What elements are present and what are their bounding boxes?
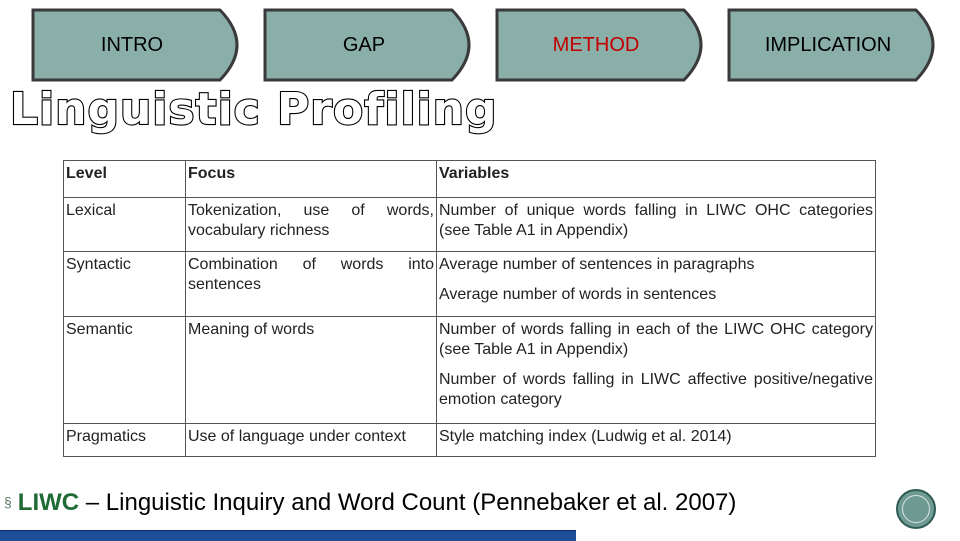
cell-variables: [437, 198, 876, 252]
nav-tab-implication[interactable]: [726, 7, 952, 83]
cell-focus: Use of language under context: [186, 424, 437, 457]
footnote: [4, 489, 736, 517]
tab-label: IMPLICATION: [764, 33, 892, 56]
seal-logo-icon: [896, 489, 936, 529]
cell-focus: Meaning of words: [186, 317, 437, 424]
cell-level: Lexical: [64, 198, 186, 252]
tab-label: INTRO: [100, 33, 164, 56]
cell-variables: [437, 252, 876, 317]
table-row: [64, 198, 876, 252]
header-level: Level: [64, 161, 186, 198]
variable-item: Style matching index (Ludwig et al. 2014): [439, 428, 732, 445]
cell-focus: Combination of words into sentences: [186, 252, 437, 317]
variable-item: Average number of words in sentences: [439, 286, 717, 303]
bottom-bar: [0, 530, 576, 541]
cell-focus: Tokenization, use of words, vocabulary richness: [186, 198, 437, 252]
table-row: [64, 252, 876, 317]
table-row: [64, 317, 876, 424]
nav-tab-method[interactable]: [494, 7, 720, 83]
cell-variables: [437, 424, 876, 457]
variable-item: Average number of sentences in paragraphs: [439, 256, 755, 273]
cell-variables: [437, 317, 876, 424]
variable-item: Number of unique words falling in LIWC OHC categories (see Table A1 in Appendix): [439, 202, 873, 239]
variable-item: Number of words falling in LIWC affective positive/negative emotion category: [439, 371, 873, 408]
table-row: [64, 424, 876, 457]
variable-item: Number of words falling in each of the LIWC OHC category (see Table A1 in Appendix): [439, 321, 873, 358]
table-header-row: [64, 161, 876, 198]
cell-level: Pragmatics: [64, 424, 186, 457]
tab-label: GAP: [342, 33, 386, 56]
profiling-table: [63, 160, 876, 457]
header-focus: Focus: [186, 161, 437, 198]
cell-level: Semantic: [64, 317, 186, 424]
cell-level: Syntactic: [64, 252, 186, 317]
bullet-icon: §: [4, 494, 12, 510]
header-variables: Variables: [437, 161, 876, 198]
slide-title: Linguistic Profiling: [10, 84, 498, 135]
footnote-text: – Linguistic Inquiry and Word Count (Pennebaker et al. 2007): [79, 489, 737, 516]
footnote-abbr: LIWC: [17, 489, 80, 516]
nav-tab-gap[interactable]: [262, 7, 488, 83]
nav-tab-intro[interactable]: [30, 7, 256, 83]
tab-label: METHOD: [552, 33, 640, 56]
